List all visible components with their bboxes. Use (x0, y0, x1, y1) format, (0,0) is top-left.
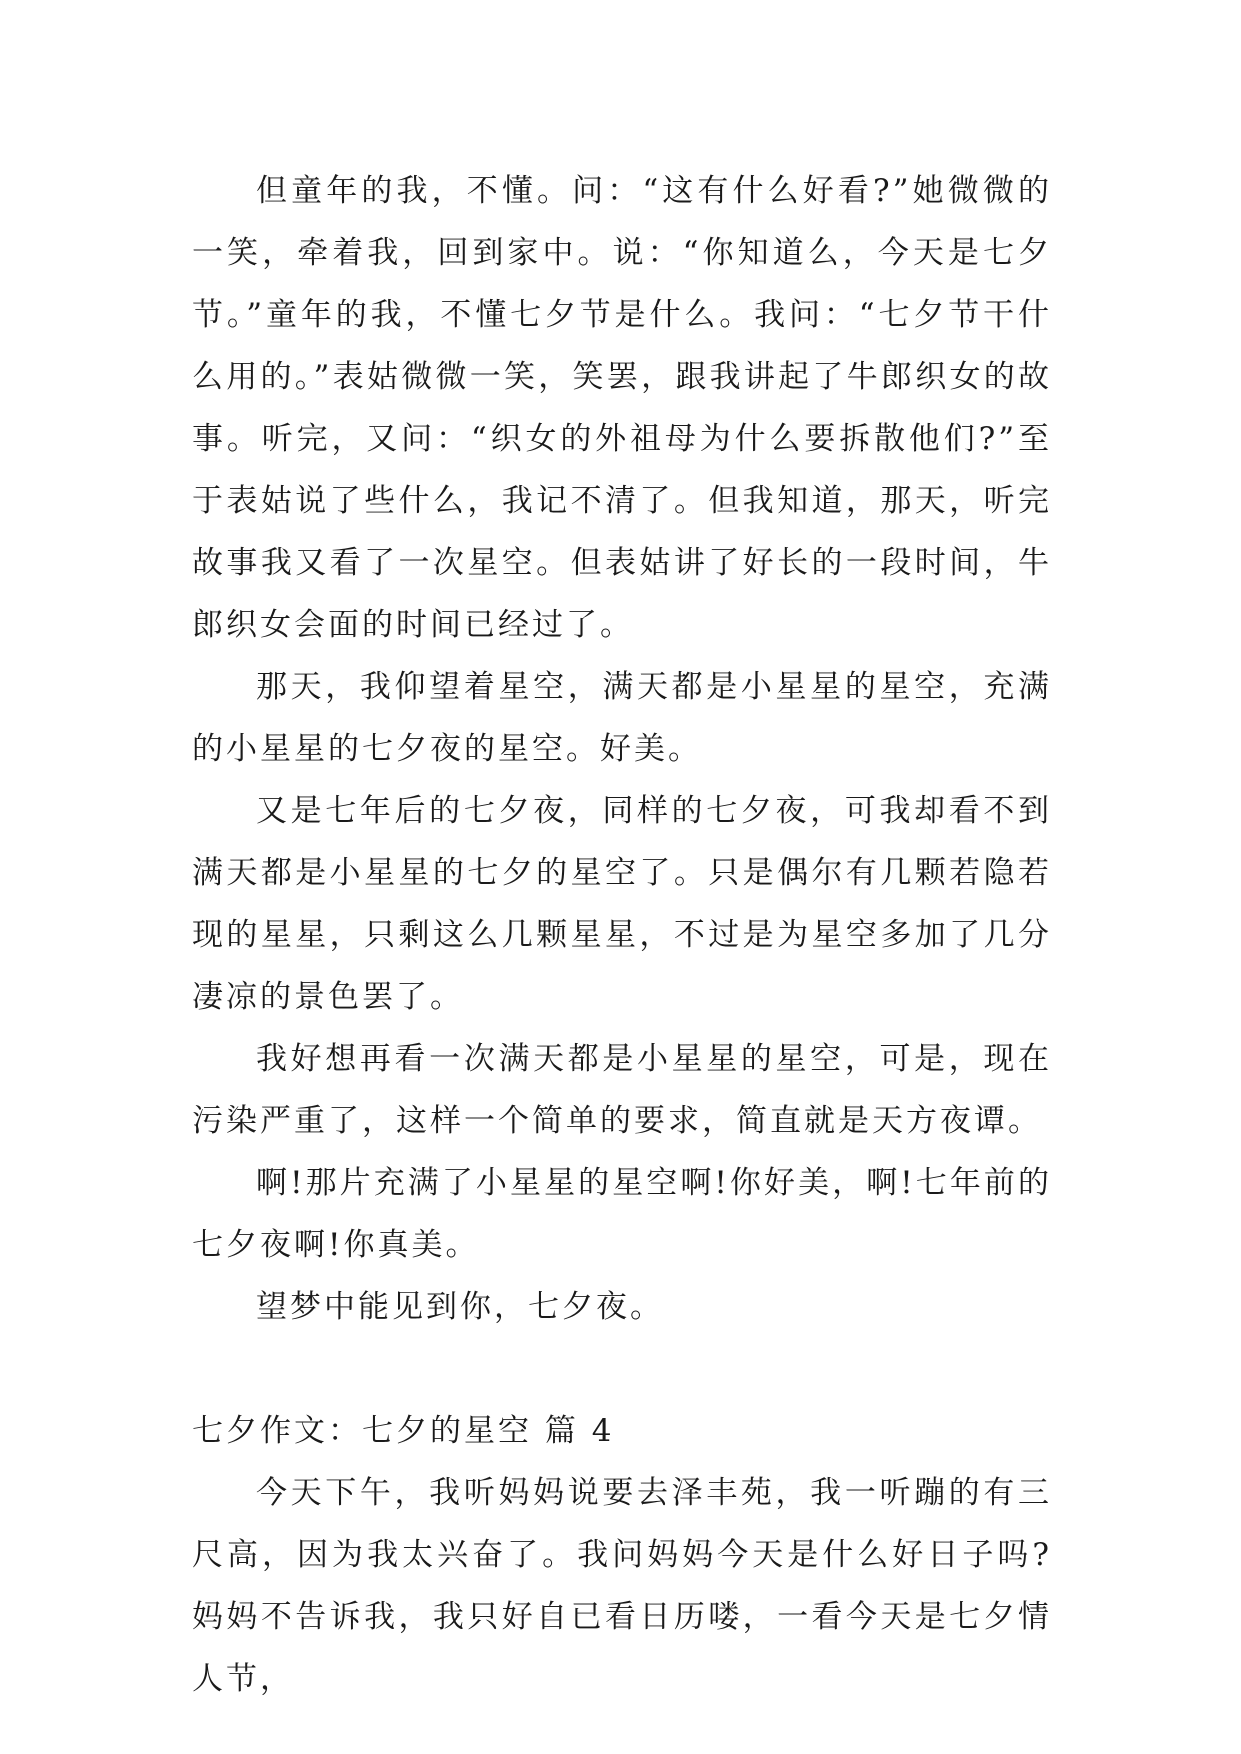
paragraph: 但童年的我，不懂。问：“这有什么好看?”她微微的一笑，牵着我，回到家中。说：“你知道么，今天是七夕节。”童年的我，不懂七夕节是什么。我问：“七夕节干什么用的。”表姑微微一笑，笑罢，跟我讲起了牛郎织女的故事。听完，又问：“织女的外祖母为什么要拆散他们?”至于表姑说了些什么，我记不清了。但我知道，那天，听完故事我又看了一次星空。但表姑讲了好长的一段时间，牛郎织女会面的时间已经过了。 (192, 173, 1052, 643)
paragraph: 那天，我仰望着星空，满天都是小星星的星空，充满的小星星的七夕夜的星空。好美。 (192, 669, 1052, 767)
document-body (192, 160, 1052, 1710)
paragraph: 又是七年后的七夕夜，同样的七夕夜，可我却看不到满天都是小星星的七夕的星空了。只是偶尔有几颗若隐若现的星星，只剩这么几颗星星，不过是为星空多加了几分凄凉的景色罢了。 (192, 793, 1052, 1015)
paragraph: 我好想再看一次满天都是小星星的星空，可是，现在污染严重了，这样一个简单的要求，简直就是天方夜谭。 (192, 1041, 1052, 1139)
paragraph: 今天下午，我听妈妈说要去泽丰苑，我一听蹦的有三尺高，因为我太兴奋了。我问妈妈今天是什么好日子吗?妈妈不告诉我，我只好自已看日历喽，一看今天是七夕情人节， (192, 1475, 1052, 1697)
paragraph: 啊!那片充满了小星星的星空啊!你好美，啊!七年前的七夕夜啊!你真美。 (192, 1165, 1052, 1263)
paragraph: 望梦中能见到你，七夕夜。 (256, 1289, 664, 1325)
section-heading: 七夕作文：七夕的星空 篇 4 (192, 1413, 615, 1449)
